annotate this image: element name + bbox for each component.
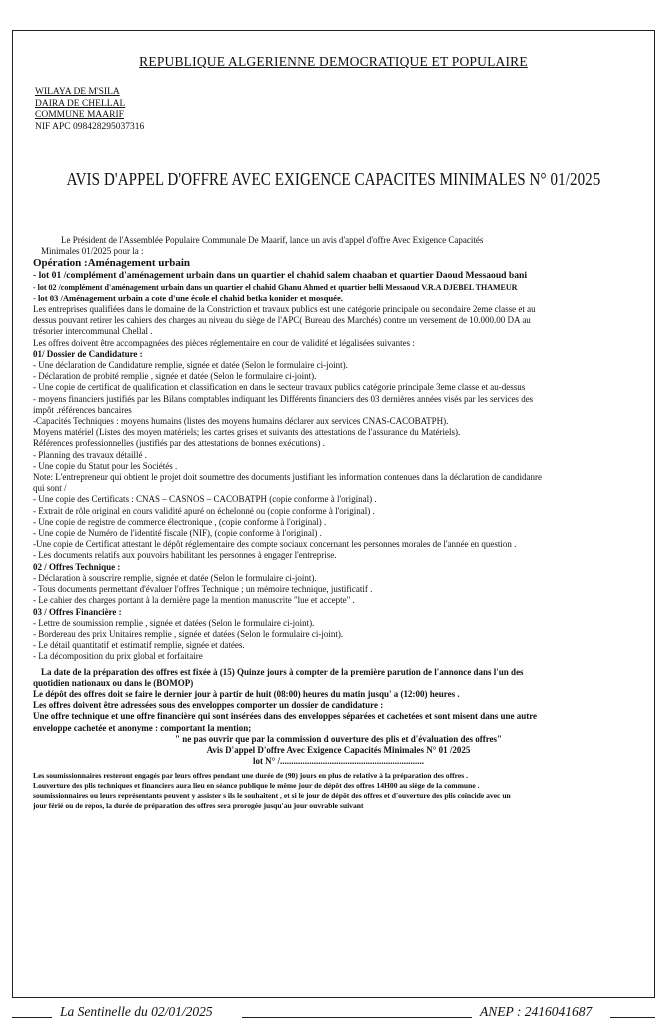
republic-heading: REPUBLIQUE ALGERIENNE DEMOCRATIQUE ET POPULAIRE: [139, 54, 528, 69]
newspaper-label: La Sentinelle du 02/01/2025: [60, 1004, 213, 1019]
list-item: - Une copie de Numéro de l'identité fiscale (NIF), (copie conforme à l'original) .: [33, 528, 322, 539]
dates-line: Les offres doivent être adressées sous des enveloppes comporter un dossier de candidature :: [33, 700, 384, 711]
lot-line: - lot 01 /complément d'aménagement urbain dans un quartier el chahid salem chaaban et quartier Daoud Messaoud bani: [33, 270, 528, 282]
dates-line: La date de la préparation des offres est fixée à (15) Quinze jours à compter de la première parution de l'annonce dans l'un des: [41, 666, 524, 677]
closing-line: soumissionnaires ou leurs représentants peuvent y assister s ils le souhaitent , et si le jour de dépôt des offres et d'ouverture des plis coïncide avec un: [33, 791, 511, 801]
section-heading: 01/ Dossier de Candidature :: [33, 348, 143, 359]
qualification-line: dessus pouvant retirer les cahiers des charges au niveau du siège de l'APC( Bureau des Marchés) contre un versement de 10.000.00 DA au: [33, 315, 531, 326]
dates-line: quotidien nationaux ou dans le (BOMOP): [33, 677, 194, 688]
administration-block: [35, 87, 144, 133]
notice-title: AVIS D'APPEL D'OFFRE AVEC EXIGENCE CAPACITES MINIMALES N° 01/2025: [66, 169, 601, 189]
list-item: - La décomposition du prix global et forfaitaire: [33, 651, 203, 662]
list-item: - Lettre de soumission remplie , signée et datées (Selon le formulaire ci-joint).: [33, 617, 315, 628]
list-item: Références professionnelles (justifiés par des attestations de bonnes exécutions) .: [33, 438, 325, 449]
footer: [0, 1004, 667, 1022]
list-item: - Une copie du Statut pour les Sociétés .: [33, 460, 178, 471]
mention-line: Avis D'appel D'offre Avec Exigence Capacités Minimales N° 01 /2025: [206, 744, 471, 755]
list-item: - Une copie de certificat de qualification et classification en dans le secteur travaux publics catégorie principale 3eme classe et au-dessus: [33, 382, 526, 393]
list-item: - Une déclaration de Candidature remplie, signée et datée (Selon le formulaire ci-joint).: [33, 360, 348, 371]
list-item: - Tous documents permettant d'évaluer l'offres Technique ; un mémoire technique, justificatif .: [33, 584, 373, 595]
mention-line: lot N° /................................................................: [252, 756, 425, 767]
lot-line: - lot 02 /complément d'aménagement urbain dans un quartier el chahid Ghanu Ahmed et quartier belli Messaoud V.R.A DJEBEL THAMEUR: [33, 282, 518, 292]
section-heading: 02 / Offres Technique :: [33, 561, 121, 572]
footer-rule: [610, 1017, 655, 1018]
operation-line: Opération :Aménagement urbain: [33, 257, 191, 270]
note-line: qui sont /: [33, 483, 67, 494]
anep-label: ANEP : 2416041687: [480, 1004, 593, 1019]
mention-line: " ne pas ouvrir que par la commission d ouverture des plis et d'évaluation des offres": [174, 733, 503, 744]
dates-line: Le dépôt des offres doit se faire le dernier jour à partir de huit (08:00) heures du matin jusqu' a (12:00) heures .: [33, 688, 460, 699]
list-item: - Le détail quantitatif et estimatif remplie, signée et datées.: [33, 640, 245, 651]
list-item: - Bordereau des prix Unitaires remplie , signée et datées (Selon le formulaire ci-joint).: [33, 628, 344, 639]
list-item: -Une copie de Certificat attestant le dépôt réglementaire des compte sociaux concernant les personnes morales de l'année en question .: [33, 539, 517, 550]
closing-line: jour férié ou de repos, la durée de préparation des offres sera prorogée jusqu'au jour ouvrable suivant: [33, 801, 364, 811]
list-item: - Le cahier des charges portant à la dernière page la mention manuscrite "lue et accepte" .: [33, 595, 355, 606]
list-item: - Déclaration de probité remplie , signée et datée (Selon le formulaire ci-joint).: [33, 371, 317, 382]
section-heading: 03 / Offres Financière :: [33, 606, 122, 617]
list-item: - Déclaration à souscrire remplie, signée et datée (Selon le formulaire ci-joint).: [33, 572, 317, 583]
lot-line: - lot 03 /Aménagement urbain a cote d'une école el chahid betka konider et mosquée.: [33, 292, 343, 303]
nif-label: NIF APC 098428295037316: [35, 121, 145, 132]
commune-label: COMMUNE MAARIF: [35, 110, 124, 120]
list-item: Moyens matériel (Listes des moyen matériels; les cartes grises et suivants des attestations de l'assurance du Matériels).: [33, 427, 461, 438]
list-item: - Les documents relatifs aux pouvoirs habilitant les personnes à engager l'entreprise.: [33, 550, 337, 561]
list-item: -Capacités Techniques : moyens humains (listes des moyens humains déclarer aux services CNAS-CACOBATPH).: [33, 416, 449, 427]
intro-line: Le Président de l'Assemblée Populaire Communale De Maarif, lance un avis d'appel d'offre Avec Exigence Capacités: [61, 235, 484, 245]
list-item: - moyens financiers justifiés par les Bilans comptables indiquant les Différents financiers des 03 dernières années visés par les services des: [33, 393, 534, 404]
qualification-line: Les offres doivent être accompagnées des pièces réglementaire en cour de validité et légalisées suivantes :: [33, 337, 415, 348]
qualification-line: Les entreprises qualifiées dans le domaine de la Constriction et travaux publics est une catégorie principale ou secondaire 2eme classe et au: [33, 304, 536, 315]
footer-rule: [12, 1017, 52, 1018]
dates-line: Une offre technique et une offre financière qui sont insérées dans des enveloppes séparées et cachetées et sont misent dans une autre: [33, 711, 538, 722]
daira-label: DAIRA DE CHELLAL: [35, 98, 126, 109]
list-item: - Une copie des Certificats : CNAS – CASNOS – CACOBATPH (copie conforme à l'original) .: [33, 494, 377, 505]
dates-block: [33, 667, 644, 768]
note-line: Note: L'entrepreneur qui obtient le projet doit soumettre des documents justifiant les information contenues dans la déclaration de candidanre: [33, 472, 542, 483]
intro-line: Minimales 01/2025 pour la :: [41, 246, 144, 257]
qualification-line: trésorier intercommunal Chellal .: [33, 326, 153, 337]
document-frame: [12, 30, 655, 998]
closing-line: Les soumissionnaires resteront engagés par leurs offres pendant une durée de (90) jours en plus de relative à la préparation des offres .: [33, 771, 469, 781]
list-item: - Extrait de rôle original en cours validité apuré on échelonné ou (copie conforme à l'original) .: [33, 505, 375, 516]
dates-line: enveloppe cachetée et anonyme : comportant la mention;: [33, 722, 252, 733]
list-item: - Planning des travaux détaillé .: [33, 449, 147, 460]
list-item: impôt .références bancaires: [33, 404, 132, 415]
list-item: - Une copie de registre de commerce électronique , (copie conforme à l'original) .: [33, 516, 327, 527]
closing-line: Louverture des plis techniques et financiers aura lieu en séance publique le même jour de dépôt des offres 14H00 au siège de la commune .: [33, 781, 480, 791]
footer-rule: [242, 1017, 472, 1018]
notice-body: [33, 235, 644, 811]
wilaya-label: WILAYA DE M'SILA: [35, 87, 120, 97]
closing-block: [33, 771, 644, 811]
